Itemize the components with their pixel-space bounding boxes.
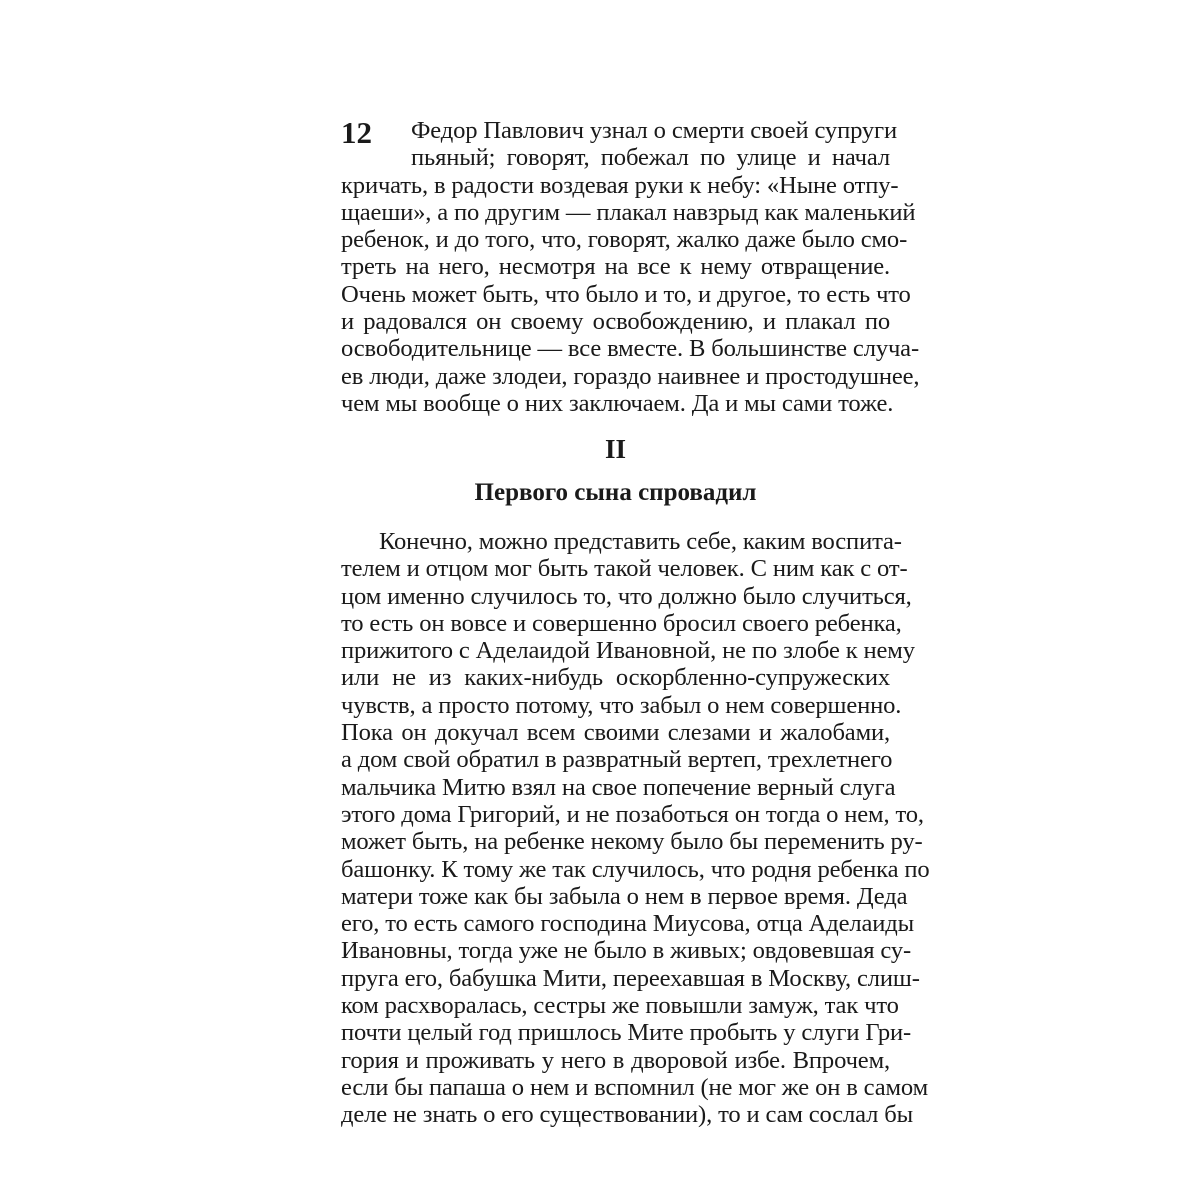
text-line: ком расхворалась, сестры же повышли замуж, так что [341, 992, 899, 1020]
text-line: этого дома Григорий, и не позаботься он тогда о нем, то, [341, 800, 924, 828]
text-line: кричать, в радости воздевая руки к небу: «Ныне отпу- [341, 171, 899, 199]
chapter-number: II [604, 434, 626, 464]
text-line: пруга его, бабушка Мити, переехавшая в Москву, слиш- [341, 964, 920, 992]
text-line: гория и проживать у него в дворовой избе. Впрочем, [341, 1046, 890, 1074]
text-line: Федор Павлович узнал о смерти своей супруги [411, 117, 898, 144]
text-line: или не из каких-нибудь оскорбленно-супружеских [341, 664, 890, 692]
chapter-title: Первого сына спровадил [474, 479, 757, 506]
text-line: чувств, а просто потому, что забыл о нем совершенно. [341, 691, 902, 719]
text-line: а дом свой обратил в развратный вертеп, трехлетнего [341, 746, 893, 774]
text-line: Ивановны, тогда уже не было в живых; овдовевшая су- [341, 937, 912, 965]
text-line: треть на него, несмотря на все к нему отвращение. [341, 253, 890, 281]
text-line: цом именно случилось то, что должно было случиться, [341, 582, 912, 610]
text-line: пьяный; говорят, побежал по улице и начал [411, 144, 890, 172]
text-line: если бы папаша о нем и вспомнил (не мог же он в самом [341, 1073, 929, 1101]
text-line: Пока он докучал всем своими слезами и жалобами, [341, 719, 890, 747]
text-line: телем и отцом мог быть такой человек. С ним как с от- [341, 555, 908, 583]
text-line: Очень может быть, что было и то, и другое, то есть что [341, 280, 911, 308]
text-line: прижитого с Аделаидой Ивановной, не по злобе к нему [341, 637, 915, 665]
text-line: мальчика Митю взял на свое попечение верный слуга [341, 773, 896, 801]
text-line: щаеши», а по другим — плакал навзрыд как маленький [341, 198, 916, 226]
text-line: матери тоже как бы забыла о нем в первое время. Деда [341, 882, 908, 910]
text-line: может быть, на ребенке некому было бы переменить ру- [341, 828, 923, 856]
text-line: освободительнице — все вместе. В большинстве случа- [341, 335, 919, 363]
text-line: башонку. К тому же так случилось, что родня ребенка по [341, 855, 930, 883]
chapter-paragraph [341, 528, 930, 1129]
text-line: Конечно, можно представить себе, каким воспита- [379, 528, 902, 555]
text-line: и радовался он своему освобождению, и плакал по [341, 308, 890, 336]
text-line: деле не знать о его существовании), то и сам сослал бы [341, 1101, 914, 1129]
text-line: то есть он вовсе и совершенно бросил своего ребенка, [341, 609, 902, 637]
text-line: ев люди, даже злодеи, гораздо наивнее и простодушнее, [341, 362, 920, 390]
top-paragraph [341, 117, 920, 417]
text-line: его, то есть самого господина Миусова, отца Аделаиды [341, 910, 915, 938]
text-line: почти целый год пришлось Мите пробыть у слуги Гри- [341, 1019, 912, 1047]
page-number: 12 [341, 115, 372, 150]
text-line: чем мы вообще о них заключаем. Да и мы сами тоже. [341, 389, 894, 417]
text-line: ребенок, и до того, что, говорят, жалко даже было смо- [341, 226, 908, 254]
